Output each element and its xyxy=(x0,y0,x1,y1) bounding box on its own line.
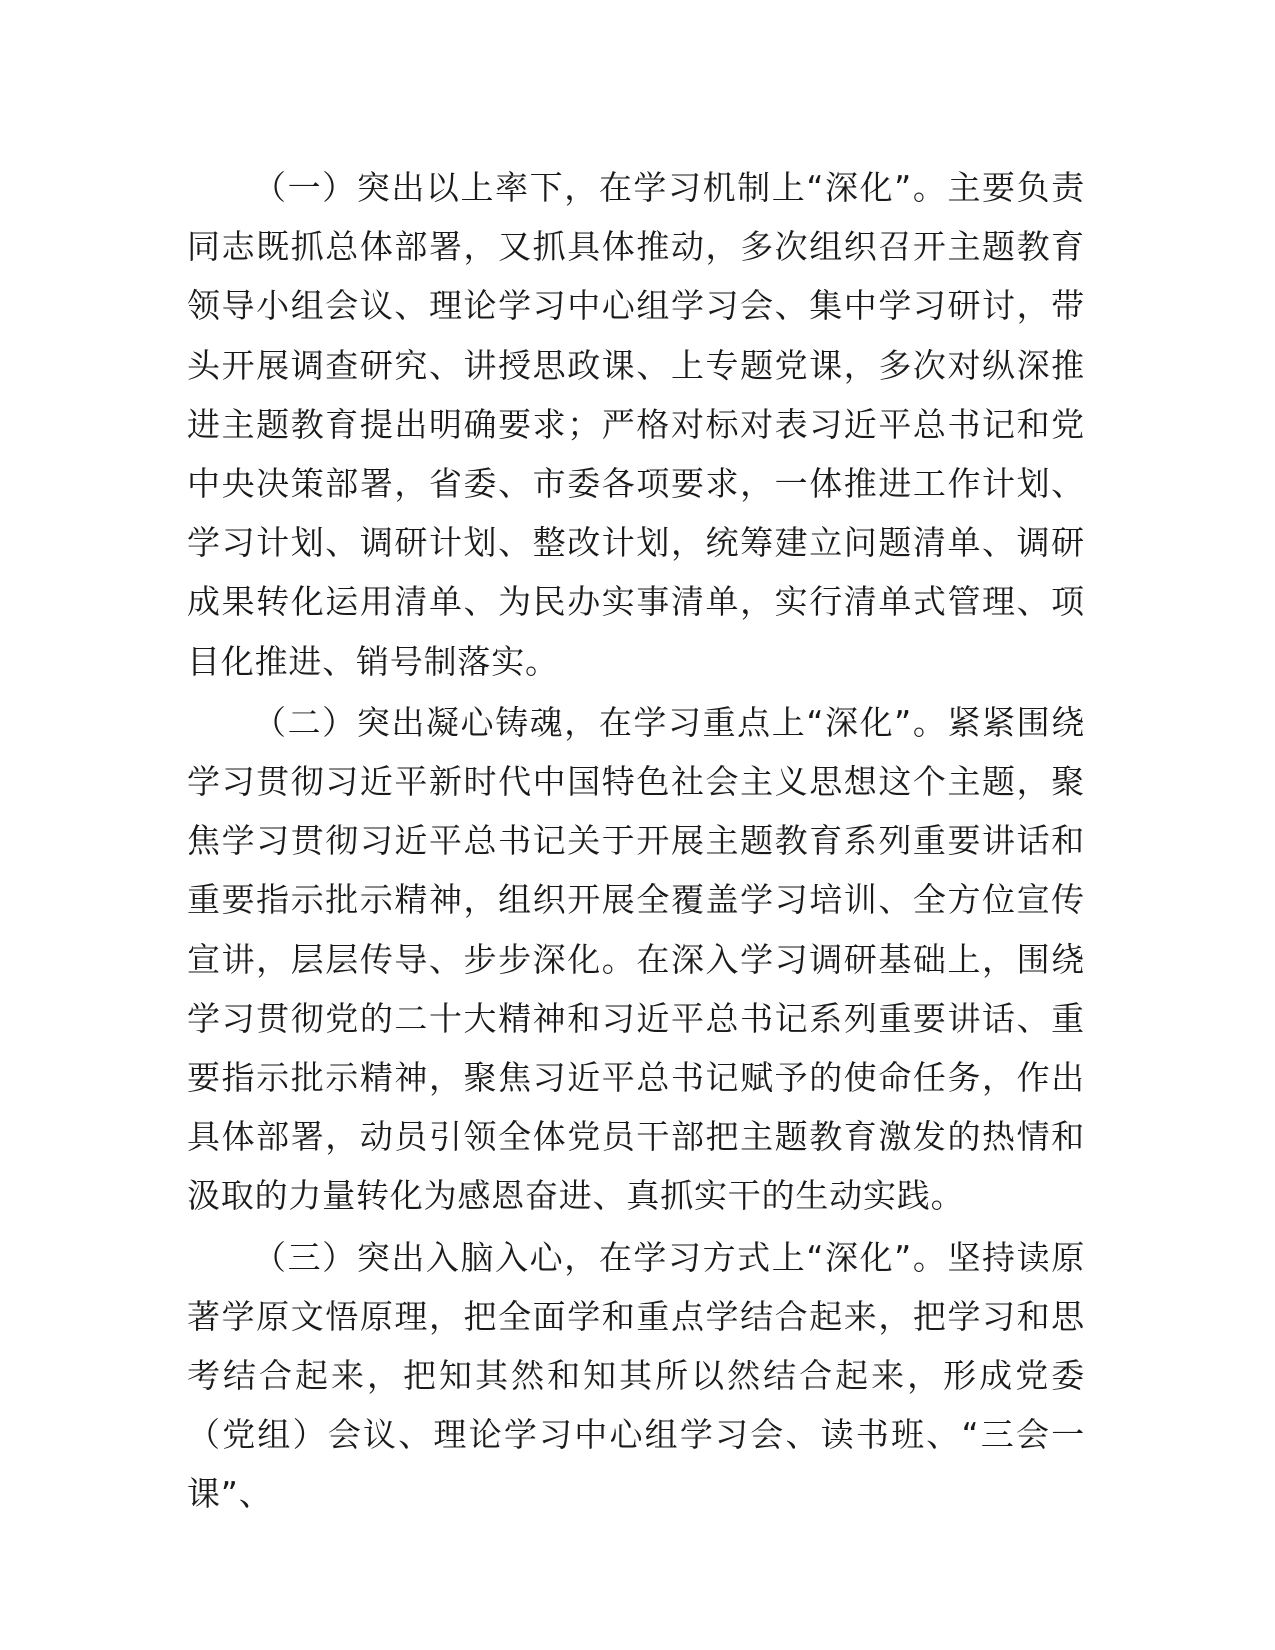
paragraph-2: （二）突出凝心铸魂，在学习重点上“深化”。紧紧围绕学习贯彻习近平新时代中国特色社会主义思想这个主题，聚焦学习贯彻习近平总书记关于开展主题教育系列重要讲话和重要指示批示精神，组织开展全覆盖学习培训、全方位宣传宣讲，层层传导、步步深化。在深入学习调研基础上，围绕学习贯彻党的二十大精神和习近平总书记系列重要讲话、重要指示批示精神，聚焦习近平总书记赋予的使命任务，作出具体部署，动员引领全体党员干部把主题教育激发的热情和汲取的力量转化为感恩奋进、真抓实干的生动实践。 xyxy=(187,702,1085,1216)
document-body xyxy=(187,158,1085,1526)
paragraph-1: （一）突出以上率下，在学习机制上“深化”。主要负责同志既抓总体部署，又抓具体推动，多次组织召开主题教育领导小组会议、理论学习中心组学习会、集中学习研讨，带头开展调查研究、讲授思政课、上专题党课，多次对纵深推进主题教育提出明确要求；严格对标对表习近平总书记和党中央决策部署，省委、市委各项要求，一体推进工作计划、学习计划、调研计划、整改计划，统筹建立问题清单、调研成果转化运用清单、为民办实事清单，实行清单式管理、项目化推进、销号制落实。 xyxy=(187,168,1085,681)
paragraph-3: （三）突出入脑入心，在学习方式上“深化”。坚持读原著学原文悟原理，把全面学和重点学结合起来，把学习和思考结合起来，把知其然和知其所以然结合起来，形成党委（党组）会议、理论学习中心组学习会、读书班、“三会一课”、 xyxy=(187,1237,1085,1514)
